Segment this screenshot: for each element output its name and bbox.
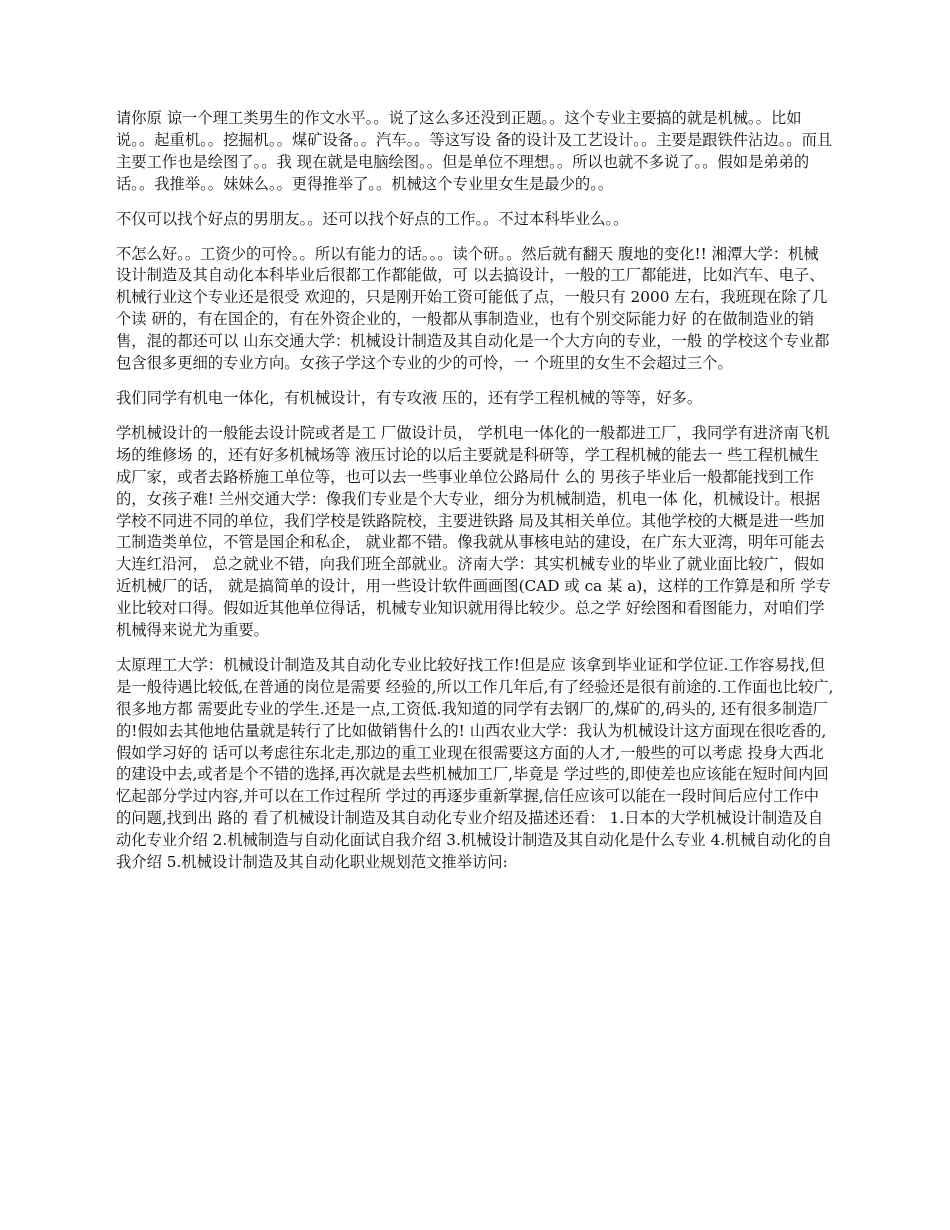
paragraph-5: 学机械设计的一般能去设计院或者是工 厂做设计员， 学机电一体化的一般都进工厂，我同学有进济南飞机场的维修场 的，还有好多机械场等 液压讨论的以后主要就是科研等，学工程机械的能去一 些工程机械生成厂家，或者去路桥施工单位等，也可以去一些事业单位公路局什 么的 男孩子毕业后一般都能找到工作的，女孩子难! 兰州交通大学：像我们专业是个大专业，细分为机械制造，机电一体 化，机械设计。根据学校不同进不同的单位，我们学校是铁路院校，主要进铁路 局及其相关单位。其他学校的大概是进一些加工制造类单位，不管是国企和私企， 就业都不错。像我就从事核电站的建设，在广东大亚湾，明年可能去大连红沿河， 总之就业不错，向我们班全部就业。济南大学：其实机械专业的毕业了就业面比较广，假如近机械厂的话， 就是搞简单的设计，用一些设计软件画画图(CAD 或 ca 某 a)，这样的工作算是和所 学专业比较对口得。假如近其他单位得话，机械专业知识就用得比较少。总之学 好绘图和看图能力，对咱们学机械得来说尤为重要。: [116, 423, 831, 640]
paragraph-4: 我们同学有机电一体化，有机械设计，有专攻液 压的，还有学工程机械的等等，好多。: [116, 388, 703, 407]
document-body: [116, 108, 834, 887]
paragraph-3: 不怎么好。。工资少的可怜。。所以有能力的话。。。读个研。。然后就有翻天 腹地的变化!! 湘潭大学：机械设计制造及其自动化本科毕业后很都工作都能做，可 以去搞设计，一般的工厂都能进，比如汽车、电子、机械行业这个专业还是很受 欢迎的，只是刚开始工资可能低了点，一般只有 2000 左右，我班现在除了几个读 研的，有在国企的，有在外资企业的，一般都从事制造业，也有个别交际能力好 的在做制造业的销售，混的都还可以 山东交通大学：机械设计制造及其自动化是一个大方向的专业，一般 的学校这个专业都包含很多更细的专业方向。女孩子学这个专业的少的可怜，一 个班里的女生不会超过三个。: [116, 244, 830, 373]
paragraph-1: 请你原 谅一个理工类男生的作文水平。。说了这么多还没到正题。。这个专业主要搞的就是机械。。比如说。。起重机。。挖掘机。。煤矿设备。。汽车。。等这写设 备的设计及工艺设计。。主要是跟铁件沾边。。而且主要工作也是绘图了。。我 现在就是电脑绘图。。但是单位不理想。。所以也就不多说了。。假如是弟弟的 话。。我推举。。妹妹么。。更得推举了。。机械这个专业里女生是最少的。。: [116, 109, 833, 193]
paragraph-6: 太原理工大学：机械设计制造及其自动化专业比较好找工作!但是应 该拿到毕业证和学位证.工作容易找,但是一般待遇比较低,在普通的岗位是需要 经验的,所以工作几年后,有了经验还是很有前途的.工作面也比较广,很多地方都 需要此专业的学生.还是一点,工资低.我知道的同学有去钢厂的,煤矿的,码头的, 还有很多制造厂的!假如去其他地估量就是转行了比如做销售什么的! 山西农业大学：我认为机械设计这方面现在很吃香的,假如学习好的 话可以考虑往东北走,那边的重工业现在很需要这方面的人才,一般些的可以考虑 投身大西北的建设中去,或者是个不错的选择,再次就是去些机械加工厂,毕竟是 学过些的,即使差也应该能在短时间内回忆起部分学过内容,并可以在工作过程所 学过的再逐步重新掌握,信任应该可以能在一段时间后应付工作中的问题,找到出 路的 看了机械设计制造及其自动化专业介绍及描述还看： 1.日本的大学机械设计制造及自动化专业介绍 2.机械制造与自动化面试自我介绍 3.机械设计制造及其自动化是什么专业 4.机械自动化的自我介绍 5.机械设计制造及其自动化职业规划范文推举访问:: [116, 655, 834, 872]
paragraph-2: 不仅可以找个好点的男朋友。。还可以找个好点的工作。。不过本科毕业么。。: [116, 209, 629, 228]
